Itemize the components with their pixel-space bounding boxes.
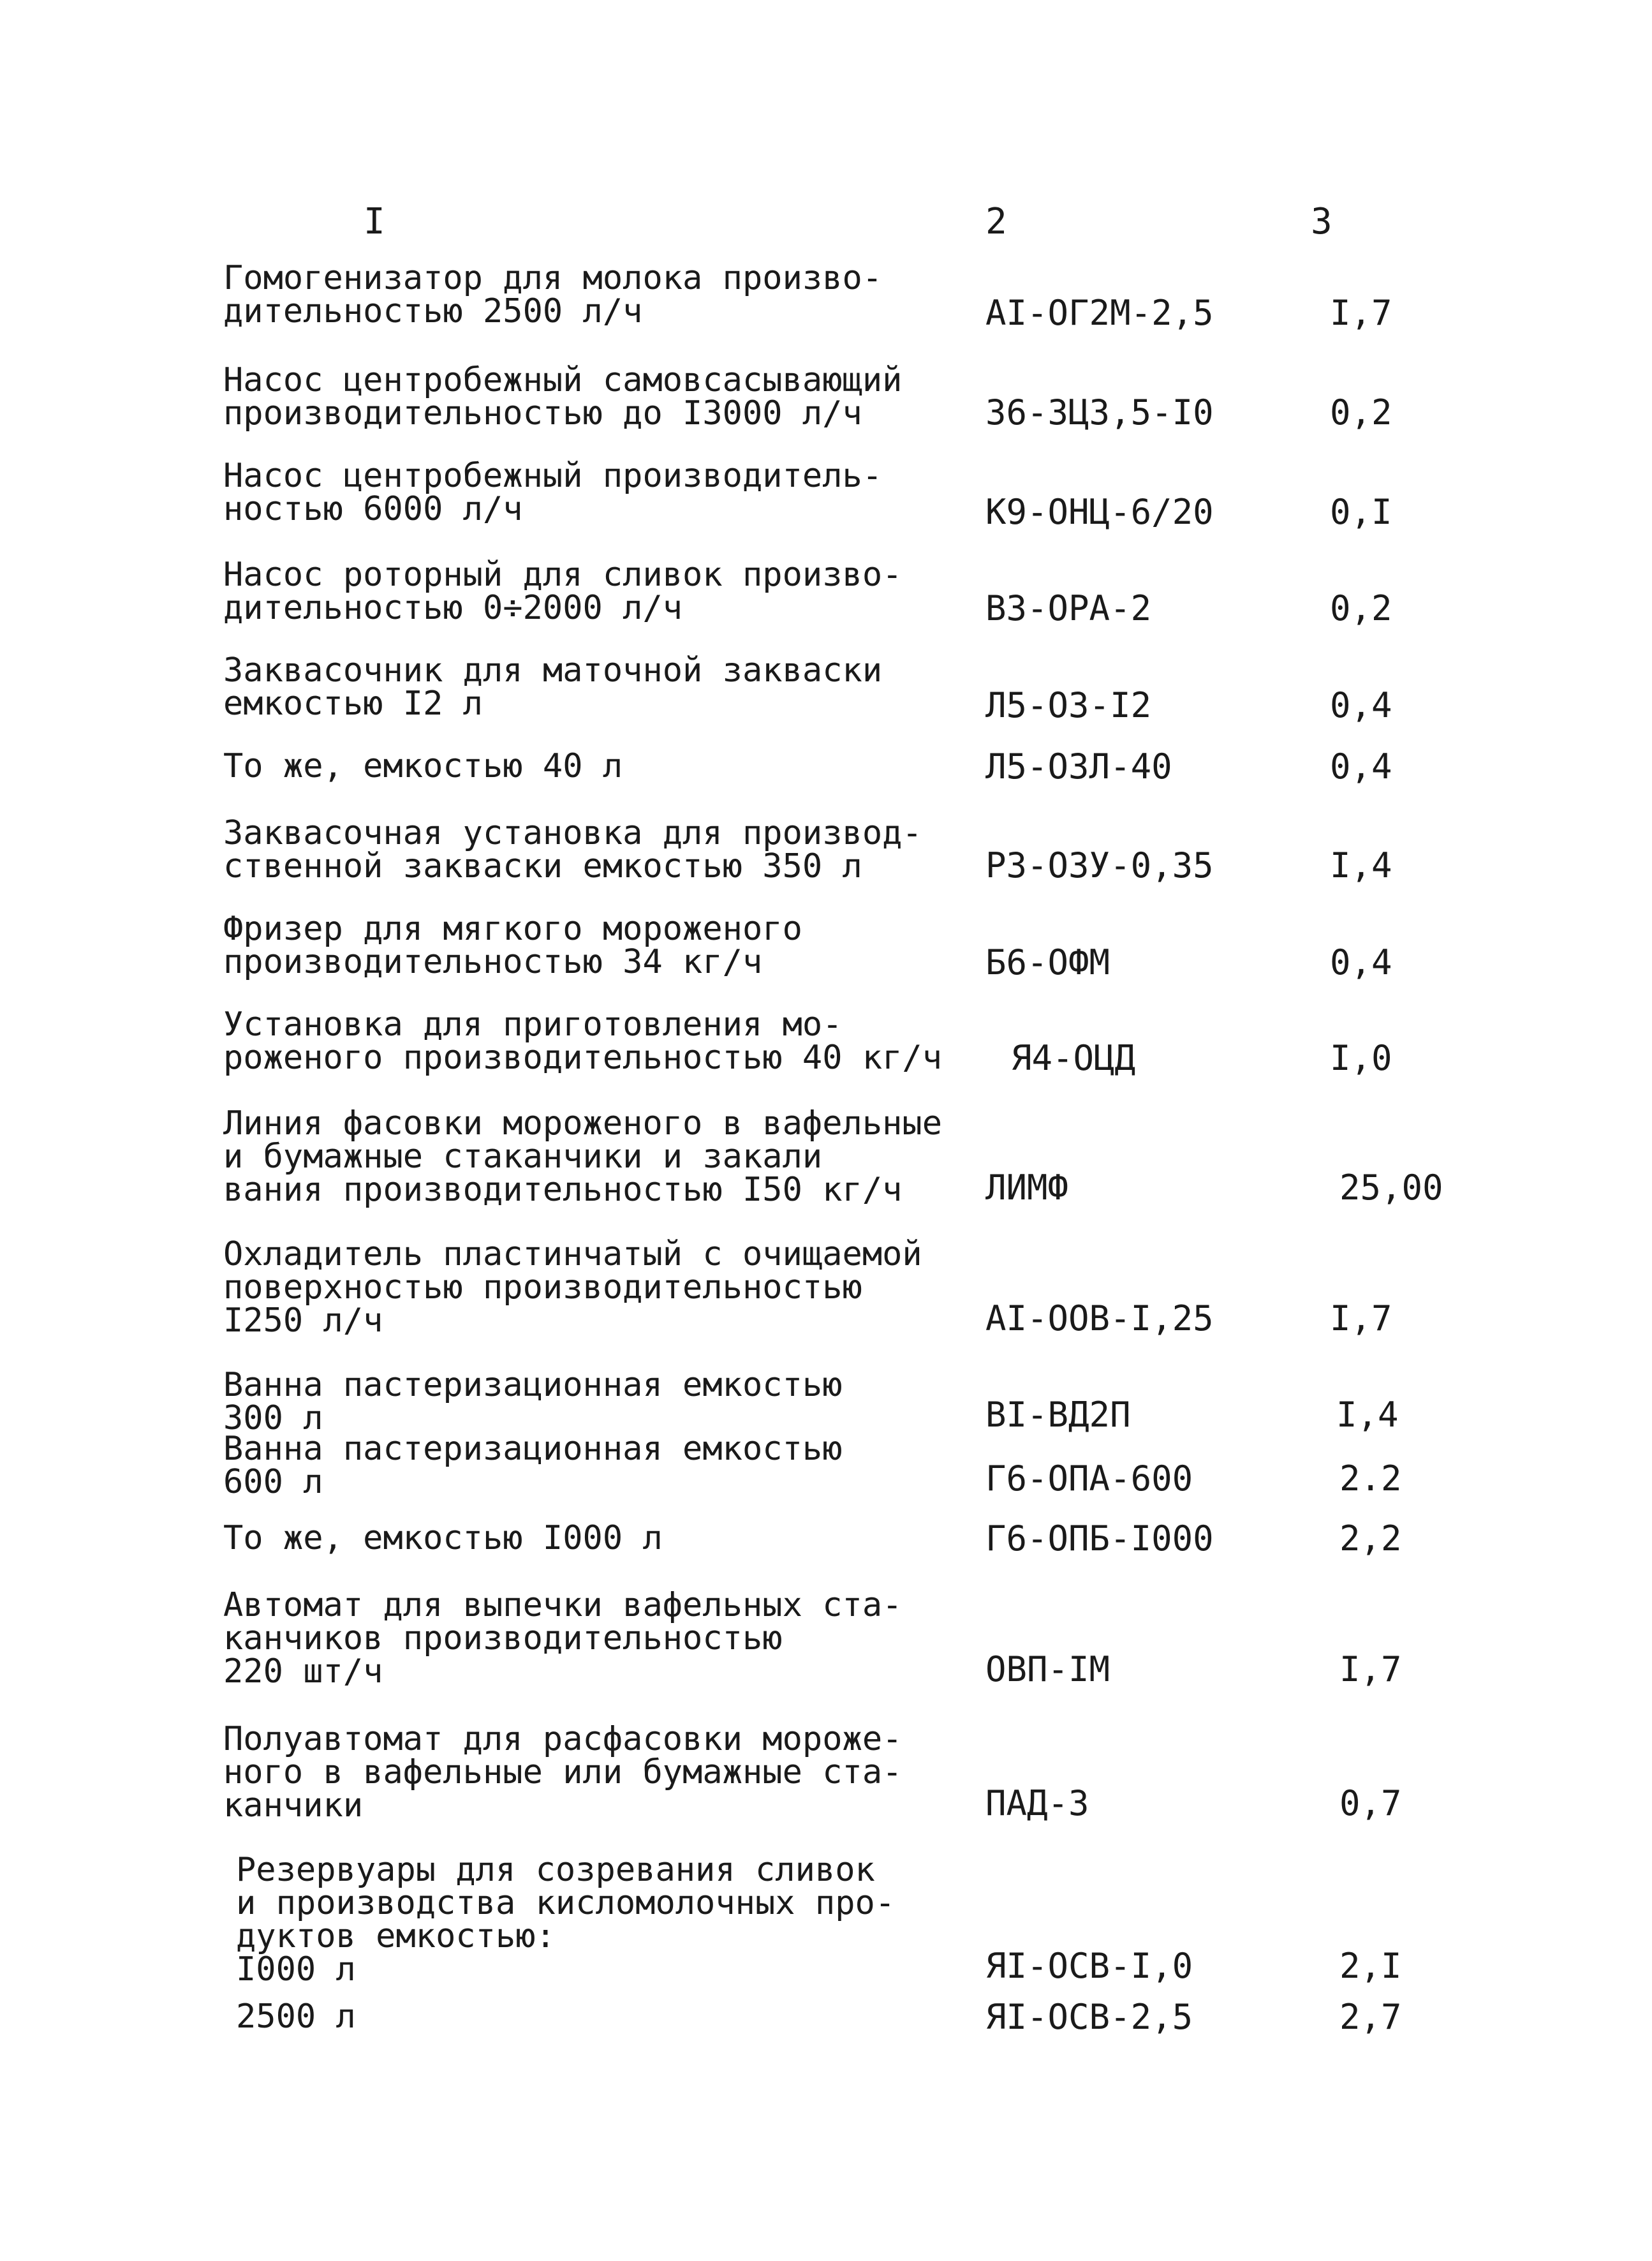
equipment-value: I,0 xyxy=(1330,1038,1392,1078)
equipment-value: 25,00 xyxy=(1339,1168,1443,1208)
equipment-value: I,4 xyxy=(1330,845,1392,886)
column-header-3: 3 xyxy=(1311,201,1332,242)
equipment-code: ВI-ВД2П xyxy=(985,1395,1131,1435)
equipment-value: 0,4 xyxy=(1330,746,1392,787)
equipment-description: Установка для приготовления мо- роженого производительностью 40 кг/ч xyxy=(223,1005,943,1077)
column-header-1: I xyxy=(364,201,385,242)
column-header-2: 2 xyxy=(985,201,1007,242)
equipment-code: ПАД-3 xyxy=(985,1783,1089,1823)
equipment-code: ЯI-ОСВ-I,0 xyxy=(985,1946,1193,1986)
equipment-code: Л5-ОЗЛ-40 xyxy=(985,746,1172,787)
equipment-description: Насос роторный для сливок произво- дительностью 0÷2000 л/ч xyxy=(223,556,903,627)
equipment-code: ОВП-IМ xyxy=(985,1649,1110,1689)
equipment-description: Охладитель пластинчатый с очищаемой поверхностью производительностью I250 л/ч xyxy=(223,1235,922,1340)
equipment-value: 2,7 xyxy=(1339,1997,1402,2037)
equipment-value: 0,I xyxy=(1330,492,1392,532)
equipment-code: AI-ОГ2М-2,5 xyxy=(985,293,1214,333)
equipment-description: Насос центробежный производитель- ностью 6000 л/ч xyxy=(223,457,883,528)
equipment-description: Ванна пастеризационная емкостью 300 л xyxy=(223,1366,843,1437)
equipment-value: 0,2 xyxy=(1330,392,1392,433)
equipment-value: I,7 xyxy=(1339,1649,1402,1689)
equipment-value: 0,7 xyxy=(1339,1783,1402,1823)
equipment-description: То же, емкостью 40 л xyxy=(223,747,623,785)
equipment-value: 2.2 xyxy=(1339,1458,1402,1499)
equipment-description: Фризер для мягкого мороженого производительностью 34 кг/ч xyxy=(223,910,802,981)
equipment-description: 2500 л xyxy=(236,1998,356,2036)
equipment-code: В3-ОРА-2 xyxy=(985,588,1152,628)
equipment-description: Резервуары для созревания сливок и производства кисломолочных про- дуктов емкостью: I000 л xyxy=(236,1851,896,1989)
equipment-description: Линия фасовки мороженого в вафельные и бумажные стаканчики и закали вания производительностью I50 кг/ч xyxy=(223,1104,943,1209)
equipment-value: 0,4 xyxy=(1330,685,1392,725)
equipment-code: Б6-ОФМ xyxy=(985,942,1110,982)
equipment-description: Полуавтомат для расфасовки мороже- ного в вафельные или бумажные ста- канчики xyxy=(223,1720,903,1825)
equipment-description: Гомогенизатор для молока произво- дительностью 2500 л/ч xyxy=(223,259,883,330)
equipment-code: Л5-ОЗ-I2 xyxy=(985,685,1152,725)
equipment-value: I,4 xyxy=(1336,1395,1399,1435)
equipment-code: 36-3Ц3,5-I0 xyxy=(985,392,1214,433)
equipment-code: ЯI-ОСВ-2,5 xyxy=(985,1997,1193,2037)
equipment-description: Насос центробежный самовсасывающий производительностью до I3000 л/ч xyxy=(223,361,903,433)
equipment-code: ЛИМФ xyxy=(985,1168,1069,1208)
equipment-value: 0,2 xyxy=(1330,588,1392,628)
equipment-value: I,7 xyxy=(1330,1298,1392,1338)
equipment-code: Г6-ОПА-600 xyxy=(985,1458,1193,1499)
equipment-description: Ванна пастеризационная емкостью 600 л xyxy=(223,1430,843,1501)
equipment-code: Г6-ОПБ-I000 xyxy=(985,1518,1214,1559)
equipment-description: То же, емкостью I000 л xyxy=(223,1519,663,1557)
equipment-value: I,7 xyxy=(1330,293,1392,333)
equipment-description: Заквасочная установка для производ- ственной закваски емкостью 350 л xyxy=(223,814,922,886)
equipment-code: К9-ОНЦ-6/20 xyxy=(985,492,1214,532)
equipment-value: 2,I xyxy=(1339,1946,1402,1986)
equipment-description: Автомат для выпечки вафельных ста- канчиков производительностью 220 шт/ч xyxy=(223,1586,903,1691)
equipment-code: AI-ООВ-I,25 xyxy=(985,1298,1214,1338)
equipment-value: 2,2 xyxy=(1339,1518,1402,1559)
equipment-code: Р3-ОЗУ-0,35 xyxy=(985,845,1214,886)
equipment-description: Заквасочник для маточной закваски емкостью I2 л xyxy=(223,651,883,723)
equipment-value: 0,4 xyxy=(1330,942,1392,982)
equipment-code: Я4-ОЦД xyxy=(1011,1038,1136,1078)
